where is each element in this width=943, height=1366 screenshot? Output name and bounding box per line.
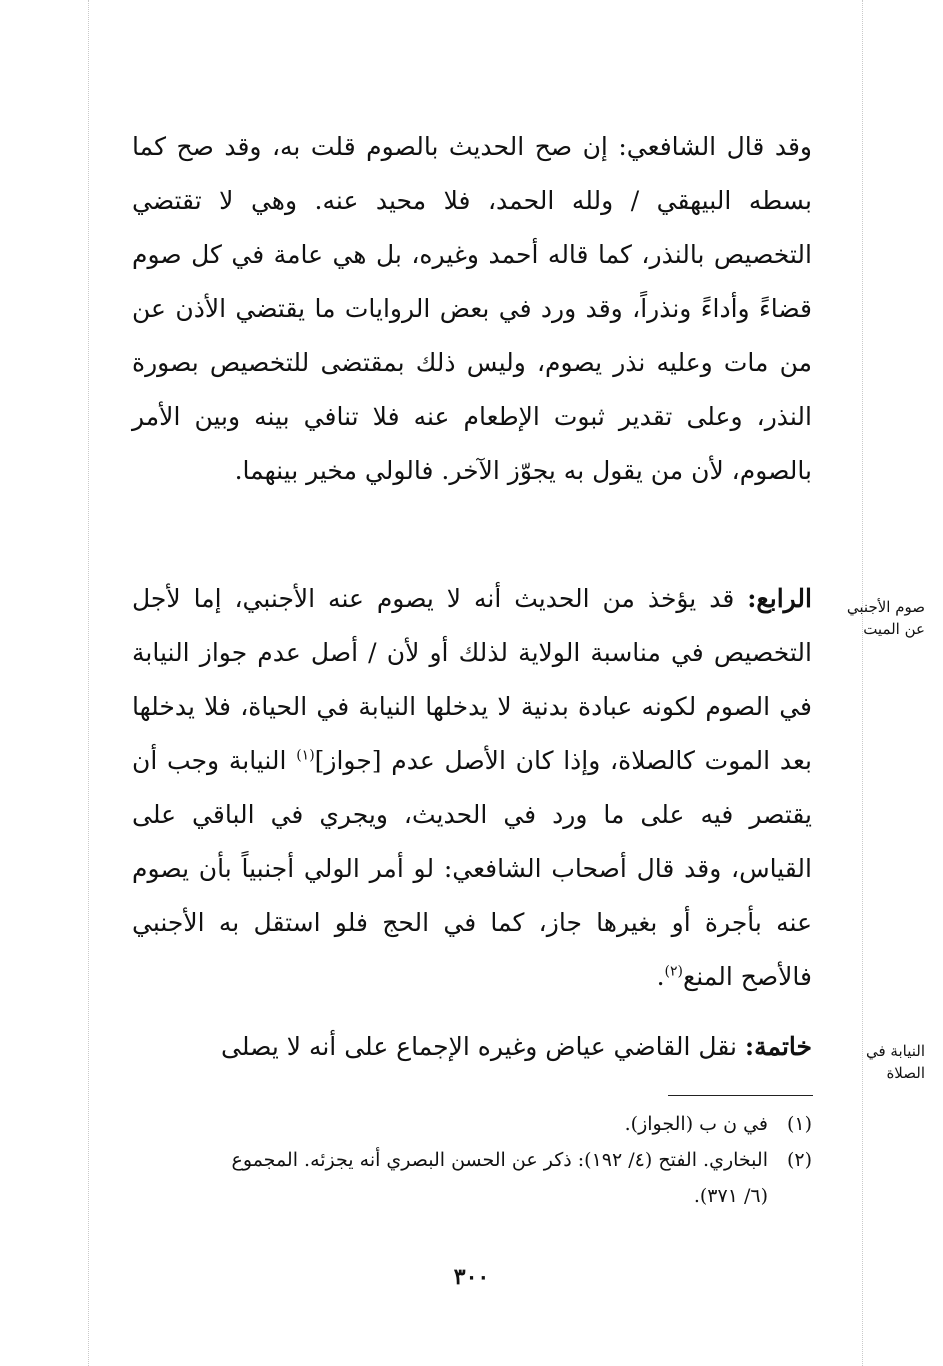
footnote-number: (٢) [786,1149,812,1171]
footnote-text: في ن ب (الجواز). [624,1113,768,1135]
margin-note-line: النيابة في [865,1042,925,1060]
paragraph-1-text: وقد قال الشافعي: إن صح الحديث بالصوم قلت به، وقد صح كما بسطه البيهقي / ولله الحمد، فلا محيد عنه. وهي لا تقتضي التخصيص بالنذر، كما قاله أحمد وغيره، بل هي عامة في كل صوم قضاءً وأداءً ونذراً، وقد ورد في بعض الروايات ما يقتضي الأذن عن من مات وعليه نذر يصوم، وليس ذلك بمقتضى للتخصيص بصورة النذر، وعلى تقدير ثبوت الإطعام عنه فلا تنافي بينه وبين الأمر بالصوم، لأن من يقول به يجوّز الآخر. فالولي مخير بينهما. [132,132,812,485]
footnote-number: (١) [786,1113,812,1135]
footnote-continuation: (٦/ ٣٧١). [693,1185,768,1207]
margin-note-line: الصلاة [886,1064,925,1082]
margin-note-line: صوم الأجنبي [846,598,925,616]
paragraph-3 [132,1020,812,1074]
paragraph-2 [132,572,812,1004]
margin-note-foreigner-fasting [825,596,925,640]
paragraph-2-end: . [656,962,665,991]
footnotes [132,1106,812,1214]
margin-note-prayer-proxy [825,1040,925,1084]
scan-margin-line [862,0,863,1366]
footnote-text: البخاري. الفتح (٤/ ١٩٢): ذكر عن الحسن البصري أنه يجزئه. المجموع [231,1149,768,1171]
section-heading: الرابع: [747,584,812,613]
section-heading: خاتمة: [744,1032,812,1061]
page-number: ٣٠٠ [453,1264,490,1290]
footnote-ref: (١) [296,747,315,764]
paragraph-2-text: النيابة وجب أن يقتصر فيه على ما ورد في الحديث، ويجري في الباقي على القياس، وقد قال أصحاب الشافعي: لو أمر الولي أجنبياً بأن يصوم عنه بأجرة أو بغيرها جاز، كما في الحج فلو استقل به الأجنبي فالأصح المنع [132,746,812,991]
margin-note-line: عن الميت [863,620,925,638]
footnote-ref: (٢) [664,963,683,980]
paragraph-3-text: نقل القاضي عياض وغيره الإجماع على أنه لا يصلى [221,1032,745,1061]
footnote-1 [132,1106,812,1142]
footnote-divider [668,1095,813,1096]
paragraph-1 [132,120,812,498]
footnote-2 [132,1142,812,1214]
paragraph-2-text: قد يؤخذ من الحديث أنه لا يصوم عنه الأجنبي، إما لأجل التخصيص في مناسبة الولاية لذلك أو لأن / أصل عدم جواز النيابة في الصوم لكونه عبادة بدنية لا يدخلها النيابة في الحياة، فلا يدخلها بعد الموت كالصلاة، وإذا كان الأصل عدم [جواز] [132,584,812,775]
scan-margin-line [88,0,89,1366]
